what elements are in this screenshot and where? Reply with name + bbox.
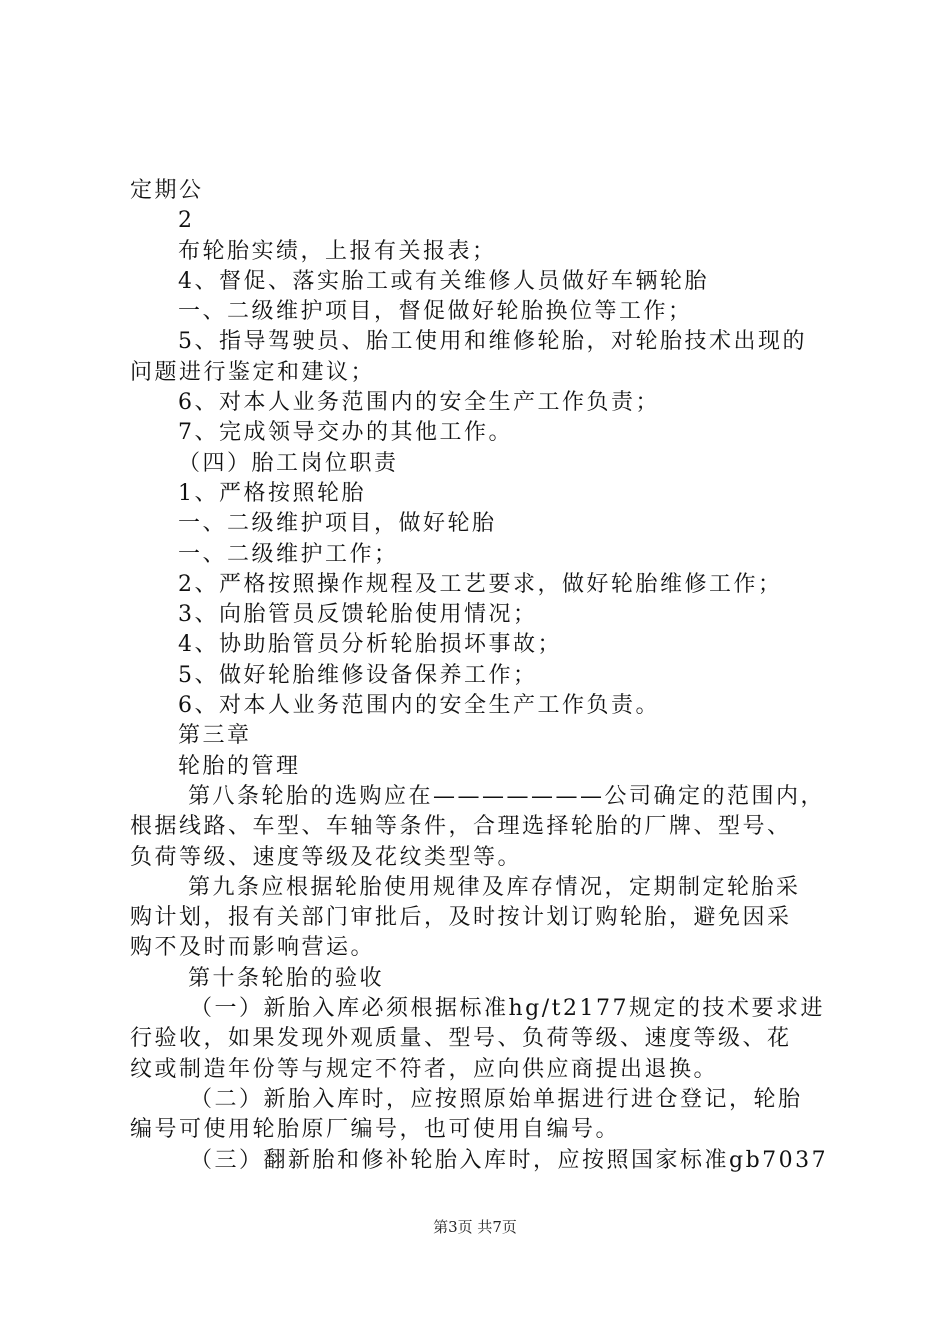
text-line: 问题进行鉴定和建议； — [130, 359, 376, 385]
document-body — [130, 176, 835, 1176]
text-line: 2 — [178, 208, 195, 234]
text-line: 第九条应根据轮胎使用规律及库存情况，定期制定轮胎采 — [188, 874, 801, 900]
text-line: 定期公 — [130, 178, 204, 203]
text-line: 第三章 — [178, 723, 252, 749]
text-line: 6、对本人业务范围内的安全生产工作负责； — [178, 390, 660, 416]
text-line: 根据线路、车型、车轴等条件，合理选择轮胎的厂牌、型号、 — [130, 814, 792, 840]
text-line: 负荷等级、速度等级及花纹类型等。 — [130, 844, 523, 870]
text-line: 编号可使用轮胎原厂编号，也可使用自编号。 — [130, 1117, 621, 1143]
text-line: （四）胎工岗位职责 — [178, 450, 399, 476]
text-line: 2、严格按照操作规程及工艺要求，做好轮胎维修工作； — [178, 571, 783, 597]
text-line: 5、指导驾驶员、胎工使用和维修轮胎，对轮胎技术出现的 — [178, 329, 807, 355]
text-line: （三）翻新胎和修补轮胎入库时，应按照国家标准gb7037 — [190, 1147, 829, 1173]
page-footer — [0, 1216, 950, 1237]
text-line: 4、督促、落实胎工或有关维修人员做好车辆轮胎 — [178, 268, 709, 294]
text-line: 7、完成领导交办的其他工作。 — [178, 420, 513, 446]
text-line: 布轮胎实绩，上报有关报表； — [178, 238, 497, 264]
text-line: 纹或制造年份等与规定不符者，应向供应商提出退换。 — [130, 1056, 719, 1082]
text-line: 6、对本人业务范围内的安全生产工作负责。 — [178, 693, 660, 719]
text-line: 第八条轮胎的选购应在———————公司确定的范围内， — [188, 783, 826, 809]
text-line: 3、向胎管员反馈轮胎使用情况； — [178, 602, 538, 628]
page-number: 第3页 共7页 — [433, 1218, 517, 1236]
text-line: 第十条轮胎的验收 — [188, 965, 385, 991]
text-line: 4、协助胎管员分析轮胎损坏事故； — [178, 632, 562, 658]
text-line: （二）新胎入库时，应按照原始单据进行进仓登记，轮胎 — [190, 1086, 803, 1112]
text-line: 一、二级维护项目，督促做好轮胎换位等工作； — [178, 299, 693, 325]
text-line: 一、二级维护工作； — [178, 541, 399, 567]
text-line: 行验收，如果发现外观质量、型号、负荷等级、速度等级、花 — [130, 1026, 792, 1052]
text-line: 轮胎的管理 — [178, 753, 301, 779]
text-line: （一）新胎入库必须根据标准hg/t2177规定的技术要求进 — [190, 996, 825, 1022]
text-line: 一、二级维护项目，做好轮胎 — [178, 511, 497, 537]
text-line: 5、做好轮胎维修设备保养工作； — [178, 662, 538, 688]
text-line: 购计划，报有关部门审批后，及时按计划订购轮胎，避免因采 — [130, 905, 792, 931]
text-line: 1、严格按照轮胎 — [178, 480, 366, 506]
text-line: 购不及时而影响营运。 — [130, 935, 376, 961]
